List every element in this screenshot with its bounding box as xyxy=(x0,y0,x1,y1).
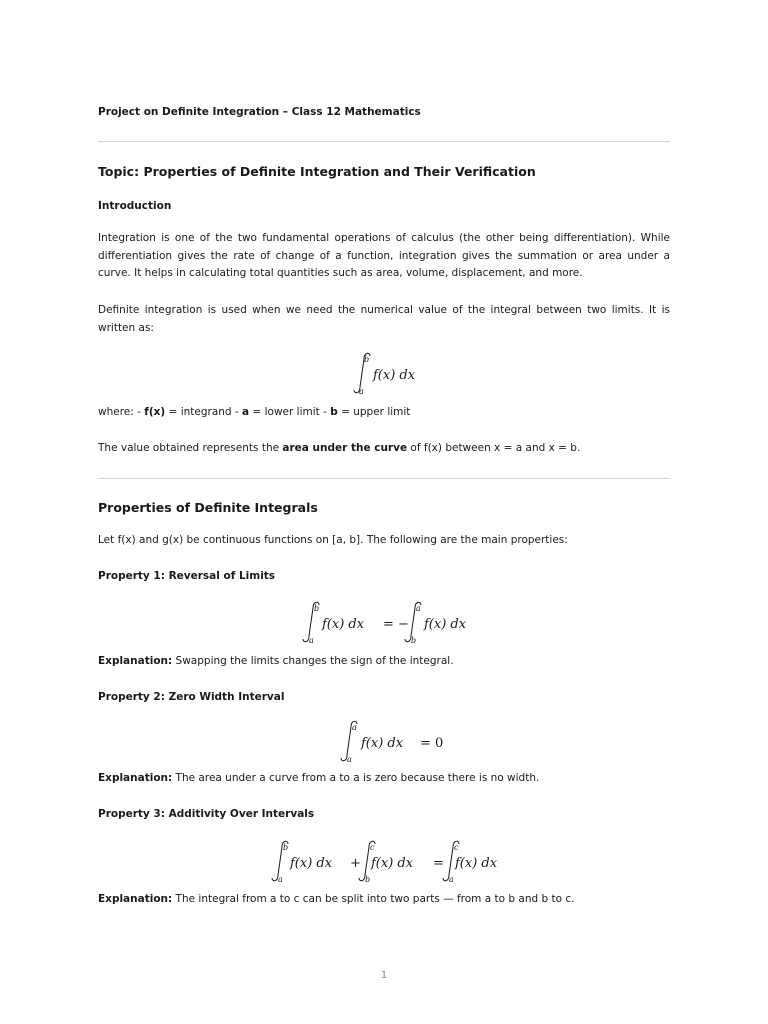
topic-title: Topic: Properties of Definite Integration and Their Verification xyxy=(98,164,536,179)
properties-lead: Let f(x) and g(x) be continuous functions on [a, b]. The following are the main properties: xyxy=(98,534,568,546)
property-1-explanation xyxy=(98,653,670,671)
property-3-formula xyxy=(98,838,670,886)
document-header-title: Project on Definite Integration – Class 12 Mathematics xyxy=(98,106,421,118)
lower-limit: a xyxy=(449,875,454,884)
area-under-curve-note xyxy=(98,440,670,458)
lower-limit-description: = lower limit - xyxy=(249,406,331,418)
integrand: f(x) dx xyxy=(322,617,365,632)
integrand-term: f(x) xyxy=(144,406,166,418)
equals-zero: = 0 xyxy=(420,736,444,751)
explanation-text: Swapping the limits changes the sign of the integral. xyxy=(172,655,454,667)
lower-limit: b xyxy=(365,875,371,884)
upper-limit: b xyxy=(364,355,370,364)
where-prefix: where: - xyxy=(98,406,145,418)
explanation-text: The area under a curve from a to a is zero because there is no width. xyxy=(172,772,540,784)
upper-limit-term: b xyxy=(330,406,338,418)
explanation-label: Explanation: xyxy=(98,772,173,784)
property-1-title: Property 1: Reversal of Limits xyxy=(98,570,276,582)
explanation-label: Explanation: xyxy=(98,655,173,667)
property-2-title: Property 2: Zero Width Interval xyxy=(98,691,285,703)
properties-heading: Properties of Definite Integrals xyxy=(98,500,318,515)
upper-limit: a xyxy=(416,604,421,613)
integrand-description: = integrand - xyxy=(165,406,243,418)
explanation-label: Explanation: xyxy=(98,893,173,905)
integrand: f(x) dx xyxy=(424,617,467,632)
upper-limit: b xyxy=(283,843,289,852)
lower-limit: b xyxy=(411,636,417,645)
integrand: f(x) dx xyxy=(373,368,416,383)
upper-limit-description: = upper limit xyxy=(337,406,411,418)
integrand: f(x) dx xyxy=(371,856,414,871)
explanation-text: The integral from a to c can be split into two parts — from a to b and b to c. xyxy=(172,893,575,905)
upper-limit: c xyxy=(370,843,375,852)
property-3-title: Property 3: Additivity Over Intervals xyxy=(98,808,315,820)
page-number: 1 xyxy=(380,970,388,981)
lower-limit: a xyxy=(278,875,283,884)
property-2-explanation xyxy=(98,770,670,788)
definite-integration-paragraph: Definite integration is used when we need the numerical value of the integral between two limits. It is written as: xyxy=(98,304,670,334)
upper-limit: c xyxy=(454,843,459,852)
definite-integral-formula xyxy=(98,350,670,398)
area-note-emphasis: area under the curve xyxy=(282,442,408,454)
equals-sign: = xyxy=(433,856,444,871)
equals-negative: = − xyxy=(383,617,409,632)
notation-description xyxy=(98,404,670,422)
divider xyxy=(98,478,670,479)
divider xyxy=(98,141,670,142)
property-2-formula xyxy=(98,718,670,766)
area-note-text: The value obtained represents the xyxy=(98,442,283,454)
introduction-heading: Introduction xyxy=(98,200,172,212)
integrand: f(x) dx xyxy=(361,736,404,751)
introduction-paragraph: Integration is one of the two fundamental operations of calculus (the other being differentiation). While differentiation gives the rate of change of a function, integration gives the summation or area under a curve. It helps in calculating total quantities such as area, volume, displacement, and more. xyxy=(98,232,670,279)
property-3-explanation xyxy=(98,891,670,909)
lower-limit: a xyxy=(309,636,314,645)
integrand: f(x) dx xyxy=(455,856,498,871)
integrand: f(x) dx xyxy=(290,856,333,871)
plus-sign: + xyxy=(350,856,361,871)
property-1-formula xyxy=(98,599,670,647)
upper-limit: b xyxy=(314,604,320,613)
area-note-tail: of f(x) between x = a and x = b. xyxy=(407,442,581,454)
lower-limit: a xyxy=(359,387,364,396)
upper-limit: a xyxy=(352,723,357,732)
lower-limit-term: a xyxy=(242,406,250,418)
lower-limit: a xyxy=(347,755,352,764)
